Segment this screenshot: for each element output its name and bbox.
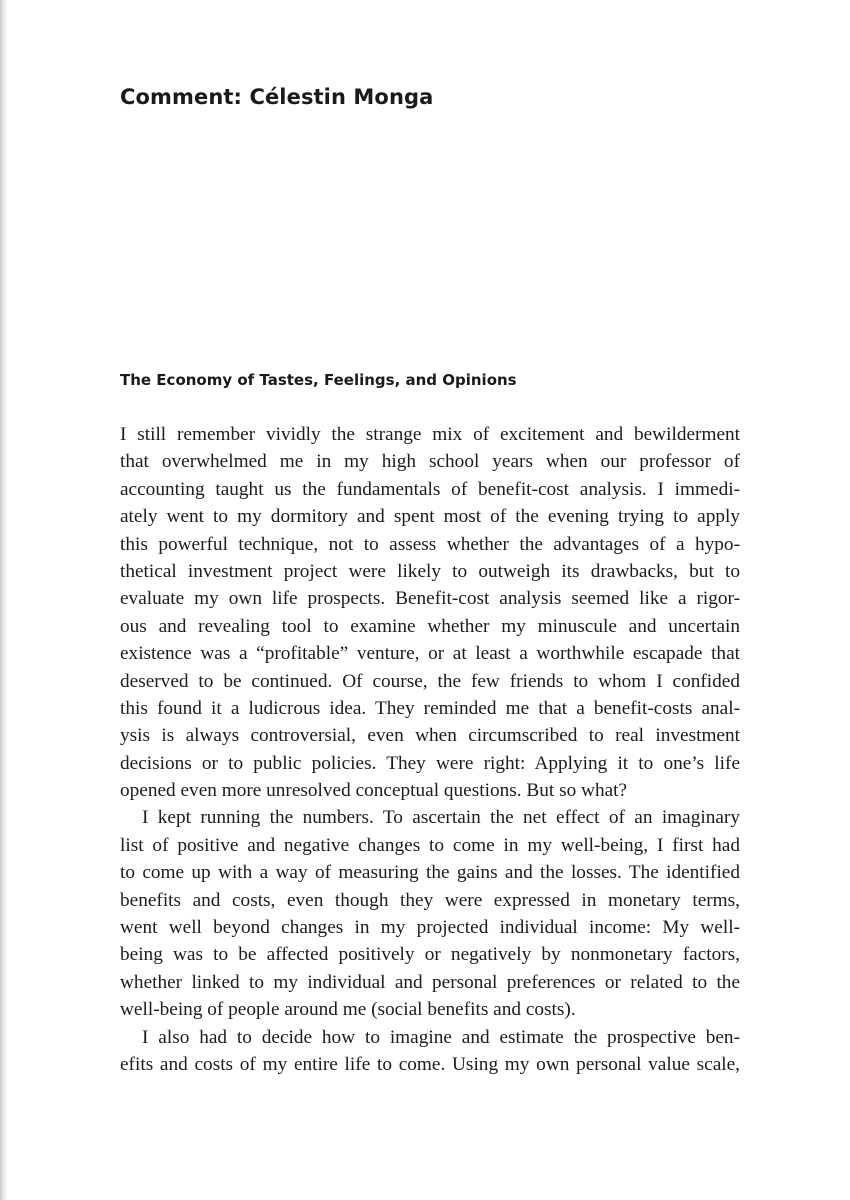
text-line: being was to be affected positively or negatively by nonmonetary factors, [120,944,740,966]
chapter-title: Comment: Célestin Monga [120,85,434,109]
text-line: whether linked to my individual and personal preferences or related to the [120,971,740,993]
text-line: this powerful technique, not to assess whether the advantages of a hypo- [120,533,740,555]
text-line: deserved to be continued. Of course, the few friends to whom I confided [120,670,740,692]
text-line: accounting taught us the fundamentals of benefit-cost analysis. I immedi- [120,478,740,500]
text-line: ous and revealing tool to examine whether my minuscule and uncertain [120,615,740,637]
text-line: thetical investment project were likely to outweigh its drawbacks, but to [120,560,740,582]
body-text [120,421,740,1078]
text-line: opened even more unresolved conceptual questions. But so what? [120,780,628,802]
text-line: that overwhelmed me in my high school years when our professor of [120,451,740,473]
section-heading: The Economy of Tastes, Feelings, and Opinions [120,371,517,389]
text-line: I kept running the numbers. To ascertain the net effect of an imaginary [142,807,740,829]
text-line: efits and costs of my entire life to come. Using my own personal value scale, [120,1053,740,1075]
text-line: this found it a ludicrous idea. They reminded me that a benefit-costs anal- [120,697,740,719]
text-line: benefits and costs, even though they were expressed in monetary terms, [120,889,740,911]
text-line: evaluate my own life prospects. Benefit-cost analysis seemed like a rigor- [120,588,740,610]
text-line: to come up with a way of measuring the gains and the losses. The identified [120,862,740,884]
text-line: ately went to my dormitory and spent most of the evening trying to apply [120,506,740,528]
text-line: I still remember vividly the strange mix of excitement and bewilderment [120,424,740,445]
text-line: existence was a “profitable” venture, or at least a worthwhile escapade that [120,643,740,665]
text-line: ysis is always controversial, even when circumscribed to real investment [120,725,740,747]
text-line: went well beyond changes in my projected individual income: My well- [120,917,740,939]
text-line: well-being of people around me (social benefits and costs). [120,999,576,1021]
text-line: decisions or to public policies. They were right: Applying it to one’s life [120,752,740,774]
text-line: I also had to decide how to imagine and estimate the prospective ben- [142,1026,740,1048]
text-line: list of positive and negative changes to come in my well-being, I first had [120,834,740,856]
